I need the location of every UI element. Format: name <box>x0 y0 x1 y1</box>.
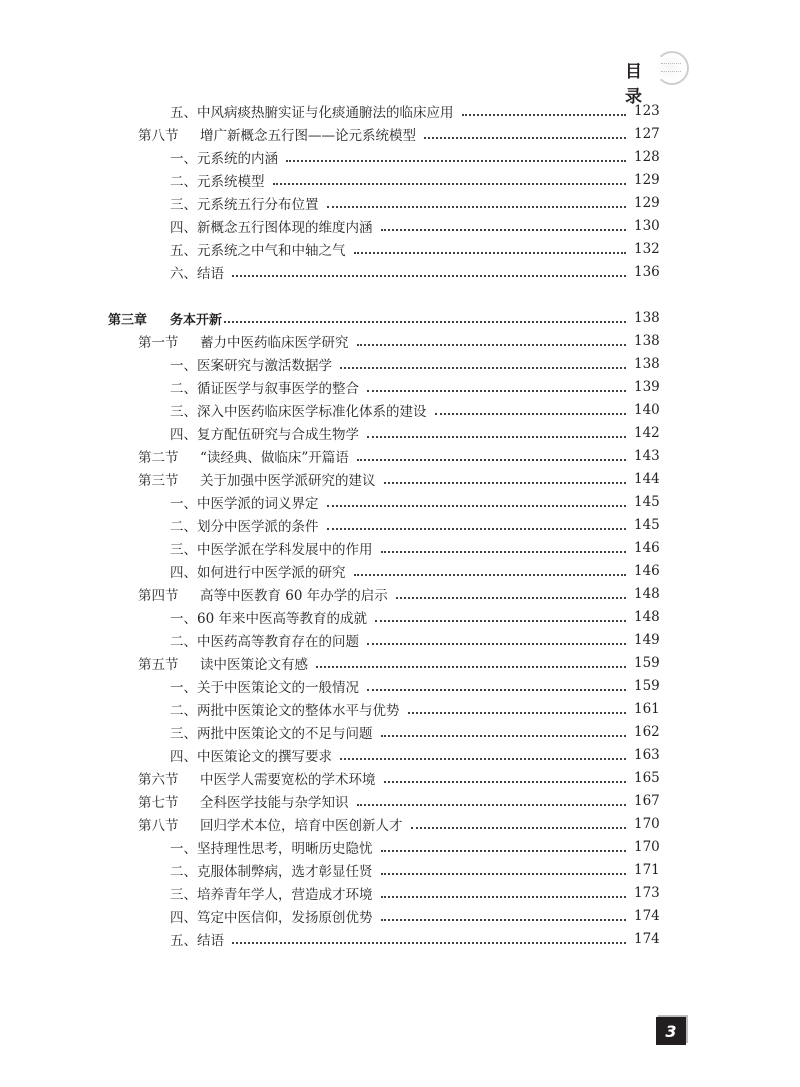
toc-entry-title <box>170 538 381 558</box>
toc-entry-item[interactable] <box>170 606 660 628</box>
section-number: 第三节 <box>138 473 179 489</box>
toc-entry-label: 三、培养青年学人，营造成才环境 <box>170 887 373 903</box>
dot-leader <box>384 481 627 484</box>
toc-entry-title <box>170 837 381 857</box>
dot-leader <box>327 504 627 507</box>
toc-entry-title <box>170 676 367 696</box>
toc-entry-item[interactable] <box>170 376 660 398</box>
dot-leader <box>367 435 626 438</box>
toc-page-number: 171 <box>634 862 660 878</box>
toc-entry-label: 二、元系统模型 <box>170 174 265 190</box>
toc-entry-item[interactable] <box>170 514 660 536</box>
toc-entry-title <box>138 469 384 489</box>
toc-entry-title <box>170 193 327 213</box>
toc-entry-section[interactable] <box>138 445 660 467</box>
dot-leader <box>367 389 626 392</box>
toc-entry-label: 二、循证医学与叙事医学的整合 <box>170 381 359 397</box>
toc-entry-title <box>138 814 411 834</box>
dot-leader <box>354 573 627 576</box>
toc-page-number: 138 <box>634 310 660 326</box>
toc-entry-title <box>170 745 340 765</box>
toc-entry-label: 蓄力中医药临床医学研究 <box>200 335 349 351</box>
toc-entry-label: 三、中医学派在学科发展中的作用 <box>170 542 373 558</box>
toc-entry-label: 增广新概念五行图——论元系统模型 <box>200 128 416 144</box>
toc-entry-label: 二、克服体制弊病，选才彰显任贤 <box>170 864 373 880</box>
dot-leader <box>381 550 627 553</box>
toc-entry-label: 一、坚持理性思考，明晰历史隐忧 <box>170 841 373 857</box>
toc-entry-section[interactable] <box>138 468 660 490</box>
toc-page-number: 145 <box>634 494 660 510</box>
toc-entry-title <box>170 423 367 443</box>
page-number: 3 <box>665 1021 677 1041</box>
dot-leader <box>286 159 626 162</box>
section-number: 第六节 <box>138 772 179 788</box>
toc-page-number: 148 <box>634 609 660 625</box>
dot-leader <box>375 619 626 622</box>
toc-entry-chapter[interactable] <box>108 307 660 329</box>
toc-entry-item[interactable] <box>170 928 660 950</box>
toc-entry-title <box>170 883 381 903</box>
page-number-badge <box>656 1017 686 1045</box>
section-number: 第八节 <box>138 128 179 144</box>
toc-entry-section[interactable] <box>138 123 660 145</box>
toc-entry-item[interactable] <box>170 629 660 651</box>
toc-page-number: 123 <box>634 103 660 119</box>
toc-page-number: 129 <box>634 172 660 188</box>
toc-page-number: 138 <box>634 333 660 349</box>
toc-entry-label: 一、中医学派的词义界定 <box>170 496 319 512</box>
toc-entry-item[interactable] <box>170 215 660 237</box>
toc-entry-label: 五、中风病痰热腑实证与化痰通腑法的临床应用 <box>170 105 454 121</box>
toc-page-number: 143 <box>634 448 660 464</box>
toc-entry-title <box>170 101 462 121</box>
toc-entry-title <box>170 699 408 719</box>
toc-entry-item[interactable] <box>170 491 660 513</box>
toc-entry-title <box>138 584 396 604</box>
toc-entry-item[interactable] <box>170 859 660 881</box>
toc-entry-title <box>138 446 357 466</box>
section-number: 第八节 <box>138 818 179 834</box>
toc-entry-title <box>138 791 357 811</box>
toc-entry-title <box>170 722 381 742</box>
toc-entry-title <box>170 239 354 259</box>
toc-entry-title <box>138 653 316 673</box>
dot-leader <box>435 412 627 415</box>
toc-entry-label: 三、元系统五行分布位置 <box>170 197 319 213</box>
toc-entry-label: 二、两批中医策论文的整体水平与优势 <box>170 703 400 719</box>
toc-entry-label: 五、结语 <box>170 933 224 949</box>
toc-page-number: 165 <box>634 770 660 786</box>
toc-page-number: 146 <box>634 540 660 556</box>
toc-entry-item[interactable] <box>170 100 660 122</box>
toc-entry-label: 中医学人需要宽松的学术环境 <box>200 772 376 788</box>
toc-page-number: 132 <box>634 241 660 257</box>
toc-entry-section[interactable] <box>138 652 660 674</box>
dot-leader <box>316 665 626 668</box>
toc-entry-label: 一、60 年来中医高等教育的成就 <box>170 611 367 627</box>
toc-entry-title <box>170 354 340 374</box>
toc-page-number: 148 <box>634 586 660 602</box>
toc-entry-title <box>170 906 381 926</box>
toc-entry-item[interactable] <box>170 353 660 375</box>
dot-leader <box>411 826 627 829</box>
toc-entry-label: 读中医策论文有感 <box>200 657 308 673</box>
toc-entry-label: 全科医学技能与杂学知识 <box>200 795 349 811</box>
toc-entry-section[interactable] <box>138 813 660 835</box>
toc-entry-item[interactable] <box>170 192 660 214</box>
toc-entry-label: 六、结语 <box>170 266 224 282</box>
toc-entry-title <box>170 860 381 880</box>
dot-leader <box>357 458 626 461</box>
toc-page-number: 163 <box>634 747 660 763</box>
toc-entry-label: 一、关于中医策论文的一般情况 <box>170 680 359 696</box>
dot-leader <box>381 872 627 875</box>
toc-entry-label: 四、笃定中医信仰，发扬原创优势 <box>170 910 373 926</box>
toc-entry-label: 三、两批中医策论文的不足与问题 <box>170 726 373 742</box>
dot-leader <box>232 941 626 944</box>
dot-leader <box>424 136 626 139</box>
toc-entry-item[interactable] <box>170 905 660 927</box>
toc-entry-label: 四、新概念五行图体现的维度内涵 <box>170 220 373 236</box>
toc-entry-title <box>138 124 424 144</box>
toc-page-number: 128 <box>634 149 660 165</box>
toc-entry-title <box>138 331 357 351</box>
toc-entry-title <box>170 561 354 581</box>
toc-page-number: 142 <box>634 425 660 441</box>
toc-entry-label: 一、元系统的内涵 <box>170 151 278 167</box>
dot-leader <box>396 596 626 599</box>
section-number: 第二节 <box>138 450 179 466</box>
toc-entry-label: 高等中医教育 60 年办学的启示 <box>200 588 388 604</box>
dot-leader <box>354 251 627 254</box>
toc-entry-item[interactable] <box>170 721 660 743</box>
toc-entry-title <box>170 170 273 190</box>
toc-entry-title <box>170 377 367 397</box>
toc-entry-section[interactable] <box>138 790 660 812</box>
dot-leader <box>381 228 627 231</box>
dot-leader <box>367 688 626 691</box>
toc-page-number: 159 <box>634 655 660 671</box>
toc-entry-title <box>170 515 327 535</box>
dot-leader <box>273 182 627 185</box>
dot-leader <box>232 274 626 277</box>
toc-entry-title <box>170 147 286 167</box>
toc-entry-item[interactable] <box>170 261 660 283</box>
dot-leader <box>340 757 626 760</box>
toc-entry-title <box>170 492 327 512</box>
toc-entry-section[interactable] <box>138 583 660 605</box>
toc-page-number: 149 <box>634 632 660 648</box>
toc-entry-item[interactable] <box>170 169 660 191</box>
toc-page-number: 170 <box>634 839 660 855</box>
dot-leader <box>367 642 626 645</box>
toc-page-number: 159 <box>634 678 660 694</box>
dot-leader <box>381 895 627 898</box>
header-title: 目录 <box>625 62 643 107</box>
toc-entry-item[interactable] <box>170 537 660 559</box>
toc-page-number: 139 <box>634 379 660 395</box>
toc-entry-label: 四、中医策论文的撰写要求 <box>170 749 332 765</box>
dot-leader <box>384 780 627 783</box>
toc-entry-item[interactable] <box>170 146 660 168</box>
toc-page-number: 129 <box>634 195 660 211</box>
toc-entry-item[interactable] <box>170 560 660 582</box>
toc-entry-item[interactable] <box>170 399 660 421</box>
toc-entry-item[interactable] <box>170 744 660 766</box>
toc-entry-item[interactable] <box>170 836 660 858</box>
toc-page-number: 173 <box>634 885 660 901</box>
toc-page-number: 170 <box>634 816 660 832</box>
toc-page-number: 130 <box>634 218 660 234</box>
dot-leader <box>224 320 626 323</box>
dot-leader <box>357 803 627 806</box>
toc-entry-title <box>170 929 232 949</box>
toc-entry-item[interactable] <box>170 882 660 904</box>
section-number: 第一节 <box>138 335 179 351</box>
section-number: 第五节 <box>138 657 179 673</box>
toc-entry-title <box>138 768 384 788</box>
dot-leader <box>357 343 627 346</box>
toc-entry-label: 一、医案研究与激活数据学 <box>170 358 332 374</box>
toc-entry-section[interactable] <box>138 767 660 789</box>
toc-page-number: 162 <box>634 724 660 740</box>
toc-entry-title <box>108 309 222 328</box>
toc-entry-section[interactable] <box>138 330 660 352</box>
section-number: 第四节 <box>138 588 179 604</box>
toc-entry-title <box>170 400 435 420</box>
dot-leader <box>340 366 626 369</box>
toc-entry-label: 二、中医药高等教育存在的问题 <box>170 634 359 650</box>
toc-entry-label: 三、深入中医药临床医学标准化体系的建设 <box>170 404 427 420</box>
toc-entry-label: “读经典、做临床”开篇语 <box>200 450 349 466</box>
dot-leader <box>408 711 627 714</box>
dot-leader <box>327 527 627 530</box>
toc-entry-item[interactable] <box>170 675 660 697</box>
toc-page-number: 167 <box>634 793 660 809</box>
toc-entry-label: 五、元系统之中气和中轴之气 <box>170 243 346 259</box>
chapter-number: 第三章 <box>108 312 148 328</box>
toc-entry-label: 四、复方配伍研究与合成生物学 <box>170 427 359 443</box>
toc-entry-item[interactable] <box>170 698 660 720</box>
toc-page-number: 145 <box>634 517 660 533</box>
toc-entry-label: 关于加强中医学派研究的建议 <box>200 473 376 489</box>
toc-entry-item[interactable] <box>170 422 660 444</box>
toc-entry-item[interactable] <box>170 238 660 260</box>
toc-page-number: 161 <box>634 701 660 717</box>
toc-page-number: 174 <box>634 931 660 947</box>
toc-page-number: 136 <box>634 264 660 280</box>
toc-entry-title <box>170 630 367 650</box>
toc-entry-title <box>170 216 381 236</box>
dot-leader <box>462 113 627 116</box>
decorative-seal-icon <box>655 51 689 85</box>
toc-entry-label: 二、划分中医学派的条件 <box>170 519 319 535</box>
toc-page-number: 146 <box>634 563 660 579</box>
toc-page-number: 138 <box>634 356 660 372</box>
dot-leader <box>381 734 627 737</box>
toc-entry-label: 四、如何进行中医学派的研究 <box>170 565 346 581</box>
dot-leader <box>381 918 627 921</box>
toc-page-number: 144 <box>634 471 660 487</box>
toc-entry-title <box>170 607 375 627</box>
toc-entry-label: 回归学术本位，培育中医创新人才 <box>200 818 403 834</box>
dot-leader <box>381 849 627 852</box>
toc-entry-title <box>170 262 232 282</box>
dot-leader <box>327 205 627 208</box>
toc-entry-label: 务本开新 <box>170 312 223 328</box>
toc-page-number: 127 <box>634 126 660 142</box>
toc-page-number: 140 <box>634 402 660 418</box>
section-number: 第七节 <box>138 795 179 811</box>
toc-page-number: 174 <box>634 908 660 924</box>
